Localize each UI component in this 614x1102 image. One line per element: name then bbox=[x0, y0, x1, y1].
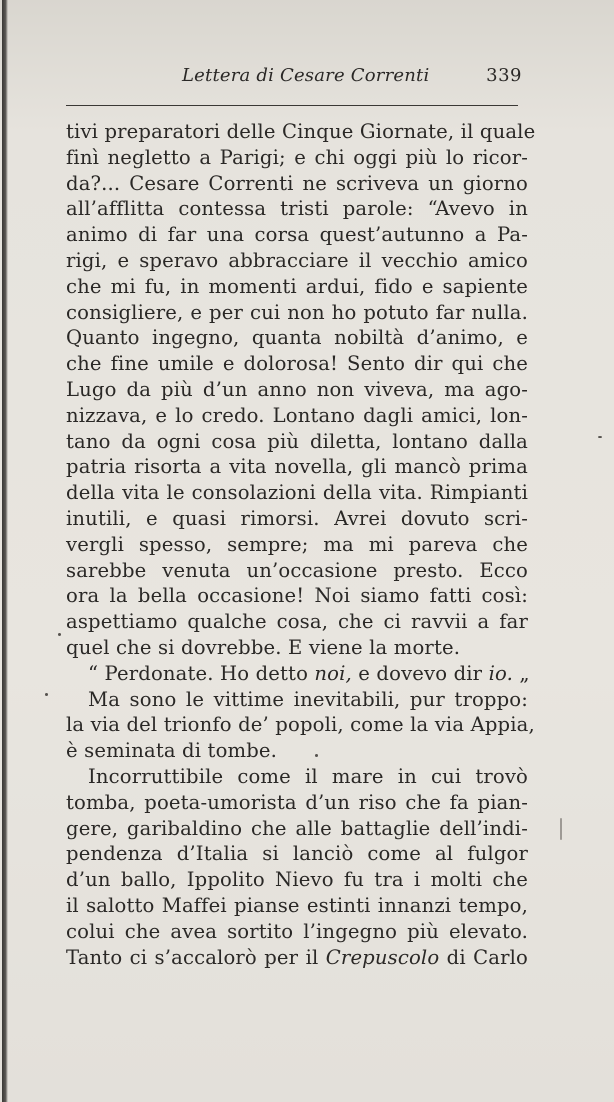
text-line: che mi fu, in momenti ardui, fido e sapiente bbox=[66, 274, 528, 298]
quote-emphasis-io: io. bbox=[488, 661, 513, 685]
text-line: la via del trionfo de’ popoli, come la via Appia, bbox=[66, 713, 535, 737]
text-line: d’un ballo, Ippolito Nievo fu tra i molti che bbox=[66, 868, 528, 892]
page-number: 339 bbox=[486, 65, 522, 86]
quote-line bbox=[66, 661, 528, 687]
text-line: Ma sono le vittime inevitabili, pur troppo: bbox=[88, 687, 528, 711]
text-line: gere, garibaldino che alle battaglie dell’indi- bbox=[66, 816, 528, 840]
text-line: Lugo da più d’un anno non viveva, ma ago- bbox=[66, 377, 528, 401]
text-line: il salotto Maffei pianse estinti innanzi tempo, bbox=[66, 893, 528, 917]
text-line: nizzava, e lo credo. Lontano dagli amici, lon- bbox=[66, 403, 528, 427]
text-line: aspettiamo qualche cosa, che ci ravvii a far bbox=[66, 610, 528, 634]
text-line: Quanto ingegno, quanta nobiltà d’animo, e bbox=[66, 326, 528, 350]
header-rule bbox=[66, 105, 518, 106]
text-line: animo di far una corsa quest’autunno a Pa- bbox=[66, 223, 528, 247]
text-line: all’afflitta contessa tristi parole: “Avevo in bbox=[66, 197, 528, 221]
last-line-end: di Carlo bbox=[439, 945, 529, 969]
page-binding-edge bbox=[2, 0, 8, 1102]
last-line-start: Tanto ci s’accalorò per il bbox=[66, 945, 326, 969]
text-line: tomba, poeta-umorista d’un riso che fa pian- bbox=[66, 790, 528, 814]
text-line: patria risorta a vita novella, gli mancò prima bbox=[66, 455, 528, 479]
quote-emphasis-noi: noi, bbox=[314, 661, 352, 685]
text-line: sarebbe venuta un’occasione presto. Ecco bbox=[66, 558, 528, 582]
paper-speck bbox=[58, 633, 61, 636]
text-line: pendenza d’Italia si lanciò come al fulgor bbox=[66, 842, 528, 866]
text-line: della vita le consolazioni della vita. Rimpianti bbox=[66, 481, 528, 505]
paper-speck bbox=[598, 436, 602, 438]
text-line: consigliere, e per cui non ho potuto far nulla. bbox=[66, 300, 528, 324]
paper-speck bbox=[560, 818, 562, 840]
text-line: finì negletto a Parigi; e chi oggi più lo ricor- bbox=[66, 145, 528, 169]
text-line: colui che avea sortito l’ingegno più elevato. bbox=[66, 919, 528, 943]
text-line: tano da ogni cosa più diletta, lontano dalla bbox=[66, 429, 528, 453]
paper-speck bbox=[315, 754, 318, 757]
text-line: da?... Cesare Correnti ne scriveva un giorno bbox=[66, 171, 528, 195]
text-line: quel che si dovrebbe. E viene la morte. bbox=[66, 635, 461, 659]
page-header bbox=[70, 60, 526, 94]
text-line: Incorruttibile come il mare in cui trovò bbox=[88, 764, 528, 788]
text-line: tivi preparatori delle Cinque Giornate, il quale bbox=[66, 120, 536, 143]
running-title: Lettera di Cesare Correnti bbox=[182, 65, 430, 86]
text-line: è seminata di tombe. bbox=[66, 739, 278, 763]
quote-open: “ Perdonate. Ho detto bbox=[88, 661, 315, 685]
text-line: rigi, e speravo abbracciare il vecchio amico bbox=[66, 248, 528, 272]
text-line: ora la bella occasione! Noi siamo fatti così: bbox=[66, 584, 528, 608]
text-line: che fine umile e dolorosa! Sento dir qui che bbox=[66, 352, 528, 376]
last-line-emphasis: Crepuscolo bbox=[325, 945, 440, 969]
text-line: vergli spesso, sempre; ma mi pareva che bbox=[66, 532, 528, 556]
paper-speck bbox=[45, 693, 48, 696]
quote-mid: e dovevo dir bbox=[351, 661, 489, 685]
text-line: inutili, e quasi rimorsi. Avrei dovuto scri- bbox=[66, 506, 528, 530]
quote-close: „ bbox=[512, 661, 530, 685]
body-text bbox=[66, 119, 536, 970]
text-line bbox=[66, 945, 528, 971]
